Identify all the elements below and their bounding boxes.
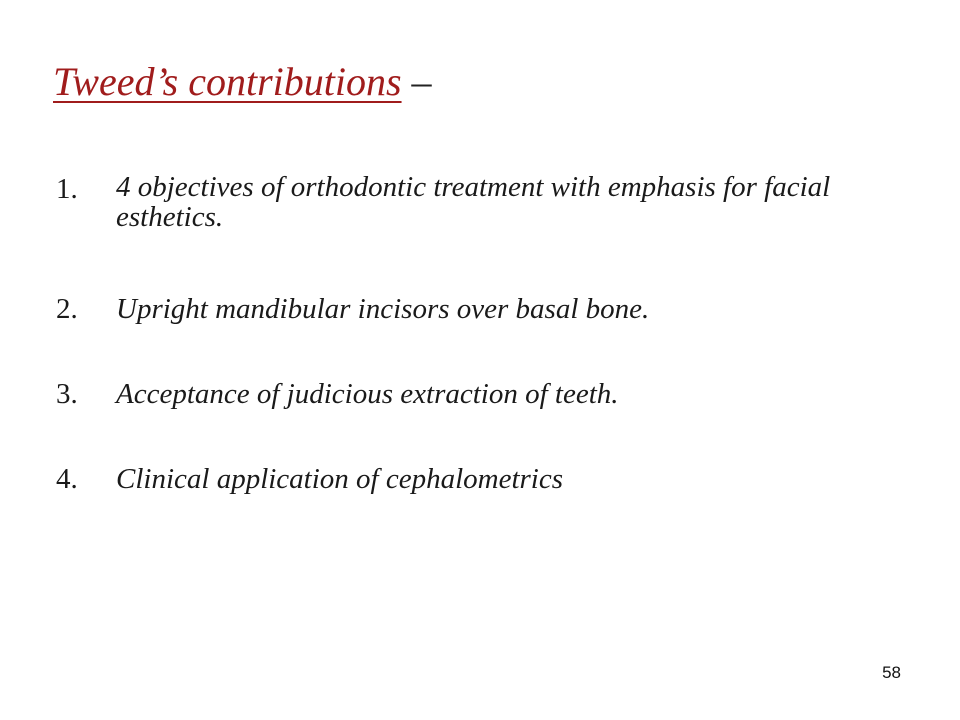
slide-title: [53, 59, 432, 104]
list-item: [56, 172, 916, 232]
list-item-number: 3.: [56, 378, 78, 410]
list-item: [56, 292, 916, 326]
list-item: [56, 462, 916, 496]
list-item-text: 4 objectives of orthodontic treatment with emphasis for facial esthetics.: [116, 171, 831, 233]
list-item-text: Acceptance of judicious extraction of teeth.: [116, 378, 619, 410]
list-item-number: 4.: [56, 463, 78, 495]
page-number: 58: [882, 663, 901, 682]
list-item-number: 2.: [56, 293, 78, 325]
title-text: Tweed’s contributions: [53, 59, 402, 104]
list-item-text: Upright mandibular incisors over basal bone.: [116, 293, 650, 325]
title-dash: –: [401, 59, 432, 104]
list-item-number: 1.: [56, 173, 78, 205]
list-item: [56, 377, 916, 411]
list-item-text: Clinical application of cephalometrics: [116, 463, 564, 495]
